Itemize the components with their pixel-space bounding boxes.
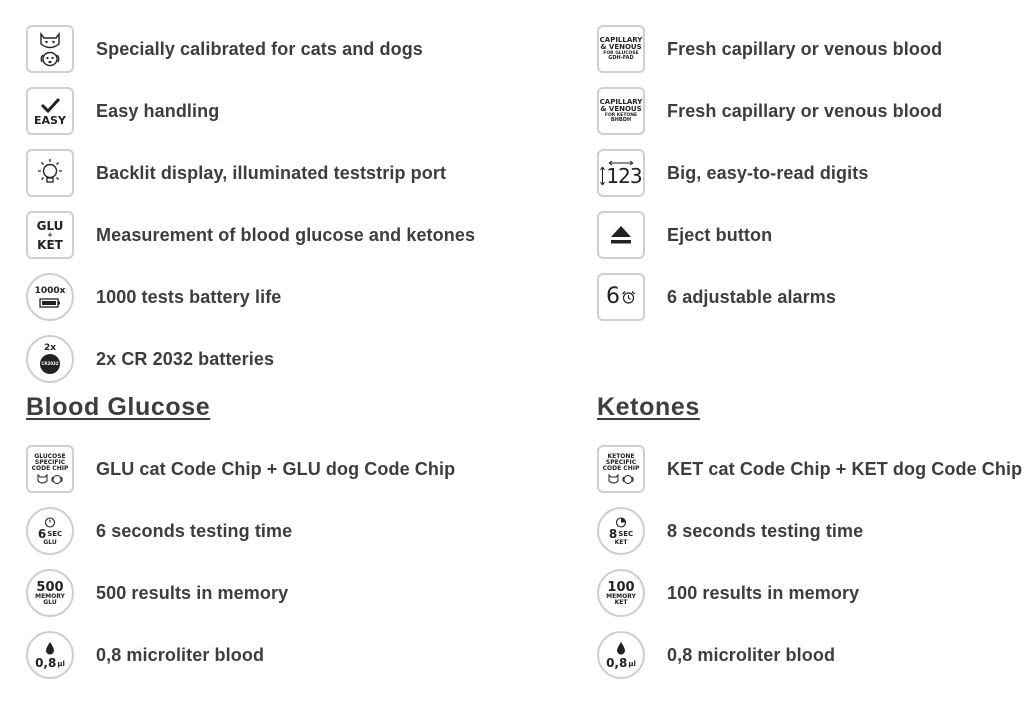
feature-label: Big, easy-to-read digits [667,162,869,183]
feature-label: Backlit display, illuminated teststrip port [96,162,447,183]
clock-icon [621,290,636,305]
drop-icon [616,642,626,655]
timer-icon [26,507,74,555]
feature-row [597,271,836,323]
feature-label: Easy handling [96,100,220,121]
feature-label: GLU cat Code Chip + GLU dog Code Chip [96,458,456,479]
feature-label: 1000 tests battery life [96,286,282,307]
feature-label: 6 adjustable alarms [667,286,836,307]
icon-text: 2x [43,343,57,353]
icon-text: 0,8 [35,655,57,670]
memory-icon [26,569,74,617]
icon-text: 6 [606,284,620,309]
blood-drop-icon [26,631,74,679]
feature-row [26,85,219,137]
icon-text: GDH-FAD [608,55,634,62]
icon-text: 123 [606,164,642,188]
alarm-clock-icon [597,273,645,321]
lightbulb-icon [26,149,74,197]
icon-text: KETONE [607,452,635,460]
icon-text: CAPILLARY [599,35,643,44]
glu-ket-icon [26,211,74,259]
icon-text: 0,8 [606,655,628,670]
icon-text: CODE CHIP [31,464,69,472]
big-digits-icon [597,149,645,197]
icon-text: EASY [34,113,66,127]
feature-row [597,147,868,199]
icon-text: GLU [43,539,57,546]
icon-text: µl [628,659,636,668]
memory-icon [597,569,645,617]
icon-text: KET [614,539,628,546]
feature-row [597,505,863,557]
icon-text: 1000x [34,285,66,296]
ketone-code-chip-icon [597,445,645,493]
feature-label: 2x CR 2032 batteries [96,348,275,369]
feature-label: Fresh capillary or venous blood [667,38,943,59]
section-heading-ketones: Ketones [597,393,700,421]
blood-drop-icon [597,631,645,679]
icon-text: GLUCOSE [34,452,66,460]
feature-row [26,333,274,385]
feature-label: Eject button [667,224,773,245]
timer-icon [597,507,645,555]
feature-label: KET cat Code Chip + KET dog Code Chip [667,458,1023,479]
icon-text: SEC [618,529,634,538]
icon-text: GLU [43,598,57,606]
feature-label: Fresh capillary or venous blood [667,100,943,121]
icon-text: 500 [36,579,64,595]
feature-label: 100 results in memory [667,582,860,603]
icon-text: 6 [37,527,47,541]
icon-text: 100 [607,579,635,595]
feature-row [597,629,835,681]
cat-dog-faces-icon [26,25,74,73]
feature-row [26,147,446,199]
feature-label: Specially calibrated for cats and dogs [96,38,423,59]
feature-label: 0,8 microliter blood [667,644,836,665]
feature-row [26,23,423,75]
feature-row [597,567,859,619]
feature-row [597,85,942,137]
checkmark-icon [39,97,61,113]
icon-text: & VENOUS [600,104,642,113]
capillary-venous-ketone-icon [597,87,645,135]
feature-row [26,443,455,495]
icon-text: SPECIFIC [605,458,637,466]
icon-text: SEC [47,529,63,538]
icon-text: & VENOUS [600,42,642,51]
icon-text: µl [57,659,65,668]
feature-label: 500 results in memory [96,582,289,603]
icon-text: SPECIFIC [34,458,66,466]
coin-battery-icon [26,335,74,383]
icon-text: + [47,230,53,239]
icon-text: KET [37,237,63,252]
checkmark-easy-icon [26,87,74,135]
icon-text: CODE CHIP [602,464,640,472]
icon-text: 8 [608,527,618,541]
feature-label: 0,8 microliter blood [96,644,265,665]
drop-icon [45,642,55,655]
icon-text: CAPILLARY [599,97,643,106]
icon-text: BHBDH [610,117,632,124]
icon-text: KET [614,598,628,606]
feature-row [26,567,288,619]
icon-text: GLU [36,218,64,233]
feature-row [597,209,772,261]
section-heading-blood-glucose: Blood Glucose [26,393,211,421]
icon-text: FOR GLUCOSE [603,50,639,56]
glucose-code-chip-icon [26,445,74,493]
feature-row [26,505,292,557]
feature-label: 6 seconds testing time [96,520,293,541]
capillary-venous-glucose-icon [597,25,645,73]
feature-row [597,23,942,75]
icon-text: FOR KETONE [604,112,638,118]
feature-row [26,629,264,681]
icon-text: MEMORY [35,592,65,600]
feature-label: Measurement of blood glucose and ketones [96,224,476,245]
icon-text: MEMORY [606,592,636,600]
icon-text: CR2032 [41,361,59,366]
feature-row [597,443,1022,495]
battery-icon [26,273,74,321]
eject-icon [597,211,645,259]
feature-row [26,271,281,323]
feature-label: 8 seconds testing time [667,520,864,541]
feature-row [26,209,475,261]
